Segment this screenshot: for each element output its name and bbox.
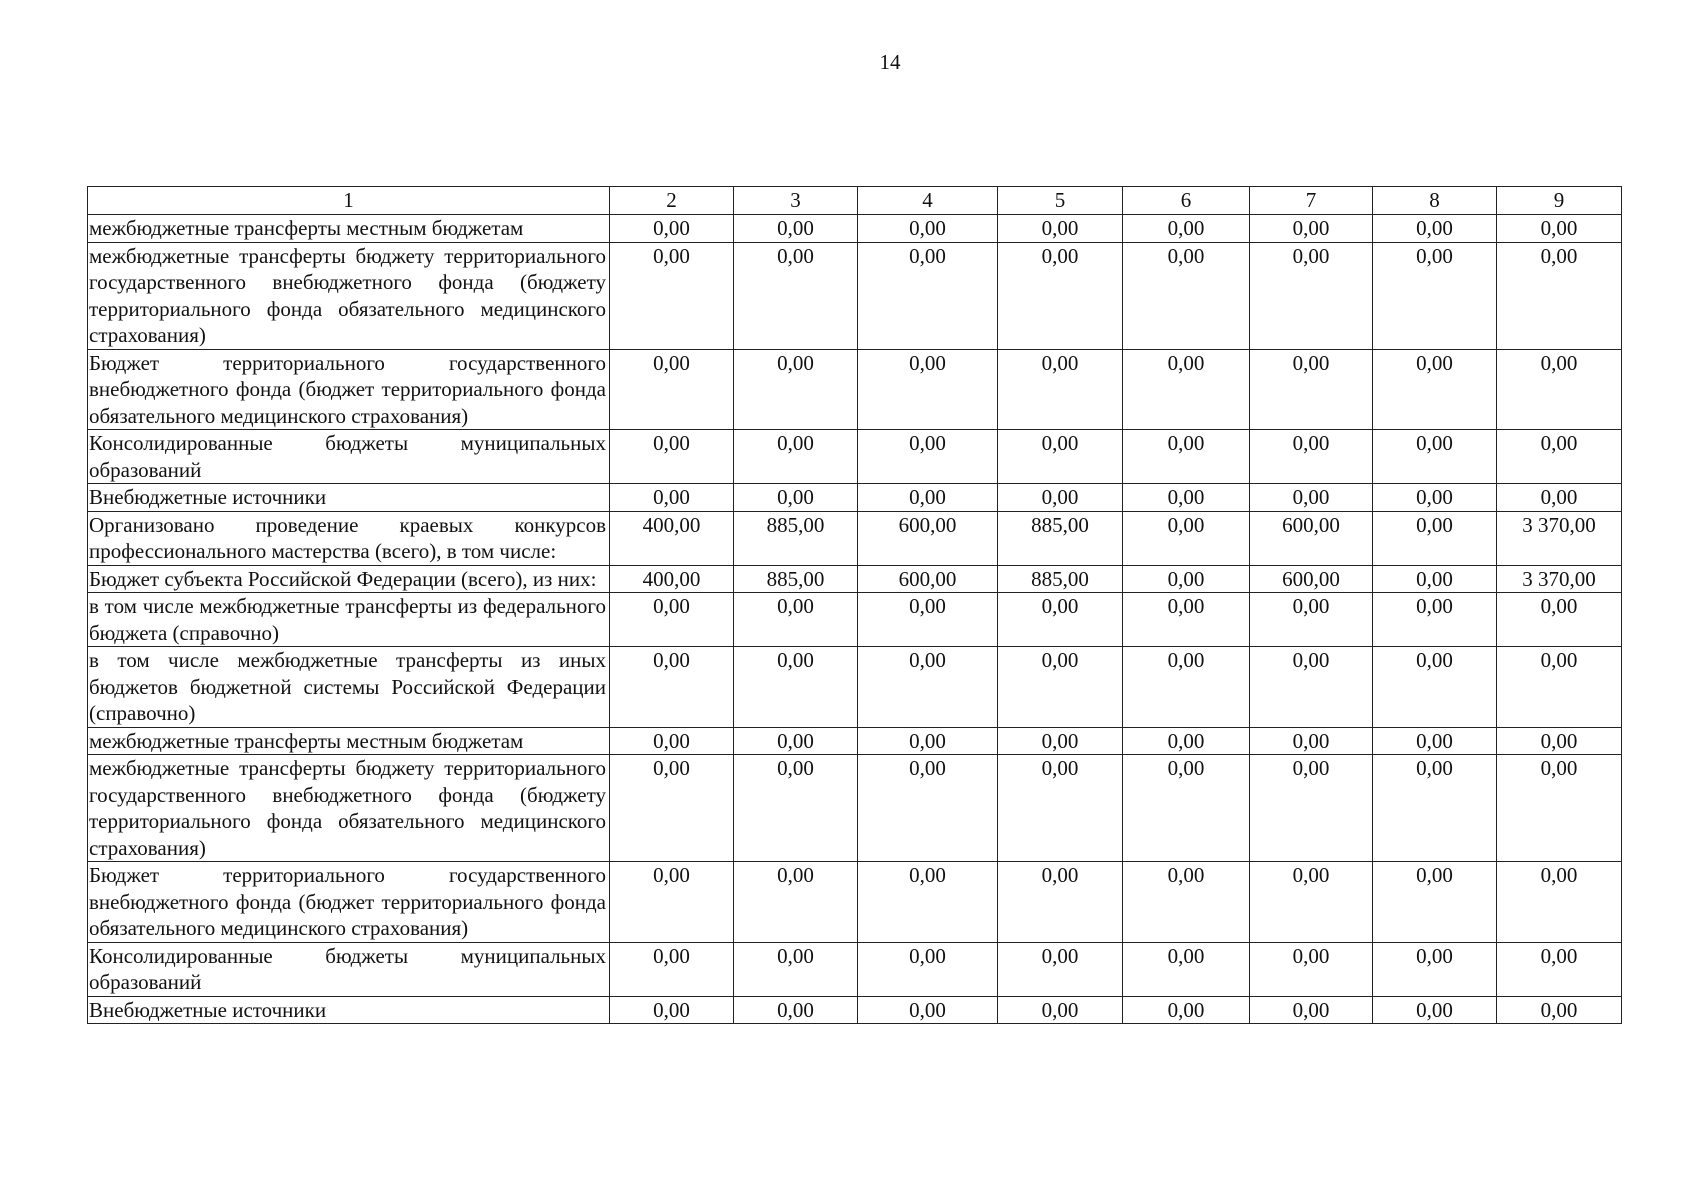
table-cell: 0,00	[998, 755, 1123, 862]
row-label: межбюджетные трансферты местным бюджетам	[88, 727, 610, 755]
table-cell: 0,00	[1123, 996, 1250, 1024]
table-cell: 0,00	[1250, 484, 1373, 512]
table-cell: 0,00	[1373, 242, 1497, 349]
table-cell: 0,00	[998, 942, 1123, 996]
table-cell: 0,00	[1250, 430, 1373, 484]
row-label: межбюджетные трансферты бюджету территориального государственного внебюджетного фонда (бюджету территориального фонда обязательного медицинского страхования)	[88, 242, 610, 349]
table-cell: 0,00	[1123, 215, 1250, 243]
table-cell: 0,00	[1373, 593, 1497, 647]
table-cell: 0,00	[1373, 727, 1497, 755]
table-cell: 0,00	[1373, 430, 1497, 484]
table-cell: 0,00	[1497, 862, 1622, 943]
table-cell: 0,00	[1497, 942, 1622, 996]
table-cell: 0,00	[1250, 647, 1373, 728]
table-cell: 0,00	[1123, 565, 1250, 593]
table-row	[88, 349, 1622, 430]
table-cell: 0,00	[734, 215, 858, 243]
table-cell: 0,00	[610, 647, 734, 728]
table-cell: 0,00	[1373, 755, 1497, 862]
column-header: 4	[858, 187, 998, 215]
table-cell: 0,00	[1497, 215, 1622, 243]
table-cell: 0,00	[1250, 349, 1373, 430]
page-number: 14	[879, 50, 901, 74]
table-cell: 0,00	[858, 942, 998, 996]
table-cell: 0,00	[1373, 996, 1497, 1024]
table-cell: 3 370,00	[1497, 565, 1622, 593]
table-cell: 0,00	[998, 996, 1123, 1024]
table-cell: 0,00	[1123, 647, 1250, 728]
table-row	[88, 727, 1622, 755]
table-cell: 0,00	[734, 996, 858, 1024]
table-cell: 0,00	[734, 647, 858, 728]
table-row	[88, 511, 1622, 565]
table-cell: 0,00	[1497, 593, 1622, 647]
row-label: Бюджет территориального государственного внебюджетного фонда (бюджет территориального фонда обязательного медицинского страхования)	[88, 349, 610, 430]
table-cell: 0,00	[1250, 862, 1373, 943]
column-header: 3	[734, 187, 858, 215]
table-cell: 0,00	[610, 996, 734, 1024]
table-row	[88, 942, 1622, 996]
table-cell: 0,00	[858, 215, 998, 243]
table-cell: 0,00	[998, 430, 1123, 484]
table-cell: 0,00	[1497, 755, 1622, 862]
table-cell: 0,00	[1497, 727, 1622, 755]
table-cell: 0,00	[734, 942, 858, 996]
table-cell: 0,00	[858, 349, 998, 430]
table-cell: 0,00	[858, 593, 998, 647]
row-label: Бюджет территориального государственного внебюджетного фонда (бюджет территориального фонда обязательного медицинского страхования)	[88, 862, 610, 943]
table-cell: 0,00	[1123, 862, 1250, 943]
column-header: 7	[1250, 187, 1373, 215]
table-cell: 0,00	[1250, 996, 1373, 1024]
row-label: Консолидированные бюджеты муниципальных образований	[88, 942, 610, 996]
column-header: 9	[1497, 187, 1622, 215]
table-cell: 0,00	[998, 242, 1123, 349]
table-row	[88, 647, 1622, 728]
table-cell: 400,00	[610, 511, 734, 565]
row-label: Бюджет субъекта Российской Федерации (всего), из них:	[88, 565, 610, 593]
table-cell: 0,00	[1497, 430, 1622, 484]
table-cell: 0,00	[610, 215, 734, 243]
table-cell: 0,00	[1250, 942, 1373, 996]
table-cell: 0,00	[610, 242, 734, 349]
table-cell: 0,00	[998, 215, 1123, 243]
table-cell: 0,00	[734, 862, 858, 943]
row-label: межбюджетные трансферты местным бюджетам	[88, 215, 610, 243]
table-cell: 0,00	[1123, 727, 1250, 755]
table-cell: 0,00	[1123, 242, 1250, 349]
table-cell: 0,00	[1373, 942, 1497, 996]
table-header-row	[88, 187, 1622, 215]
column-header: 6	[1123, 187, 1250, 215]
row-label: Внебюджетные источники	[88, 484, 610, 512]
table-cell: 0,00	[610, 942, 734, 996]
table-cell: 885,00	[998, 511, 1123, 565]
table-row	[88, 215, 1622, 243]
table-row	[88, 242, 1622, 349]
table-cell: 0,00	[1250, 755, 1373, 862]
table-row	[88, 430, 1622, 484]
table-cell: 0,00	[1250, 593, 1373, 647]
table-cell: 0,00	[998, 862, 1123, 943]
table-cell: 0,00	[998, 593, 1123, 647]
table-cell: 0,00	[1373, 862, 1497, 943]
table-cell: 0,00	[1123, 484, 1250, 512]
table-cell: 0,00	[1123, 593, 1250, 647]
table-cell: 885,00	[734, 565, 858, 593]
table-cell: 0,00	[1497, 647, 1622, 728]
table-cell: 0,00	[734, 755, 858, 862]
table-cell: 0,00	[998, 727, 1123, 755]
table-cell: 0,00	[858, 484, 998, 512]
table-cell: 0,00	[734, 593, 858, 647]
table-cell: 0,00	[734, 349, 858, 430]
table-cell: 600,00	[1250, 565, 1373, 593]
table-cell: 0,00	[610, 349, 734, 430]
table-cell: 0,00	[1123, 349, 1250, 430]
table-row	[88, 755, 1622, 862]
table-cell: 3 370,00	[1497, 511, 1622, 565]
row-label: Организовано проведение краевых конкурсов профессионального мастерства (всего), в том числе:	[88, 511, 610, 565]
table-cell: 0,00	[734, 242, 858, 349]
column-header: 1	[88, 187, 610, 215]
table-cell: 0,00	[1373, 647, 1497, 728]
table-cell: 0,00	[610, 727, 734, 755]
table-row	[88, 996, 1622, 1024]
table-body	[88, 215, 1622, 1024]
table-cell: 0,00	[998, 349, 1123, 430]
table-cell: 0,00	[858, 755, 998, 862]
table-row	[88, 862, 1622, 943]
table-cell: 0,00	[1250, 727, 1373, 755]
table-cell: 0,00	[1497, 484, 1622, 512]
table-row	[88, 593, 1622, 647]
table-cell: 0,00	[610, 862, 734, 943]
table-cell: 0,00	[610, 430, 734, 484]
table-cell: 0,00	[1373, 511, 1497, 565]
column-header: 2	[610, 187, 734, 215]
column-header: 5	[998, 187, 1123, 215]
row-label: Внебюджетные источники	[88, 996, 610, 1024]
table-cell: 0,00	[610, 593, 734, 647]
table-cell: 0,00	[610, 755, 734, 862]
table-cell: 0,00	[1250, 242, 1373, 349]
table-cell: 0,00	[1123, 430, 1250, 484]
table-cell: 0,00	[858, 430, 998, 484]
table-cell: 0,00	[734, 430, 858, 484]
table-cell: 0,00	[858, 996, 998, 1024]
table-cell: 600,00	[1250, 511, 1373, 565]
table-cell: 0,00	[858, 647, 998, 728]
table-cell: 400,00	[610, 565, 734, 593]
budget-table	[87, 186, 1622, 1024]
table-cell: 0,00	[1373, 349, 1497, 430]
row-label: Консолидированные бюджеты муниципальных образований	[88, 430, 610, 484]
table-cell: 0,00	[610, 484, 734, 512]
table-cell: 0,00	[1497, 242, 1622, 349]
table-cell: 0,00	[1373, 484, 1497, 512]
column-header: 8	[1373, 187, 1497, 215]
table-cell: 0,00	[1373, 215, 1497, 243]
table-cell: 0,00	[734, 484, 858, 512]
table-cell: 885,00	[734, 511, 858, 565]
table-cell: 0,00	[998, 647, 1123, 728]
table-cell: 0,00	[858, 242, 998, 349]
table-row	[88, 565, 1622, 593]
table-cell: 0,00	[998, 484, 1123, 512]
table-cell: 0,00	[1123, 942, 1250, 996]
table-row	[88, 484, 1622, 512]
table-cell: 600,00	[858, 511, 998, 565]
row-label: в том числе межбюджетные трансферты из федерального бюджета (справочно)	[88, 593, 610, 647]
table-cell: 600,00	[858, 565, 998, 593]
table-cell: 0,00	[858, 862, 998, 943]
row-label: межбюджетные трансферты бюджету территориального государственного внебюджетного фонда (бюджету территориального фонда обязательного медицинского страхования)	[88, 755, 610, 862]
table-cell: 0,00	[1250, 215, 1373, 243]
table-cell: 0,00	[1497, 349, 1622, 430]
table-cell: 0,00	[734, 727, 858, 755]
table-cell: 0,00	[1497, 996, 1622, 1024]
table-cell: 0,00	[1123, 511, 1250, 565]
row-label: в том числе межбюджетные трансферты из иных бюджетов бюджетной системы Российской Федерации (справочно)	[88, 647, 610, 728]
table-cell: 0,00	[1123, 755, 1250, 862]
table-cell: 0,00	[1373, 565, 1497, 593]
table-cell: 0,00	[858, 727, 998, 755]
table-cell: 885,00	[998, 565, 1123, 593]
